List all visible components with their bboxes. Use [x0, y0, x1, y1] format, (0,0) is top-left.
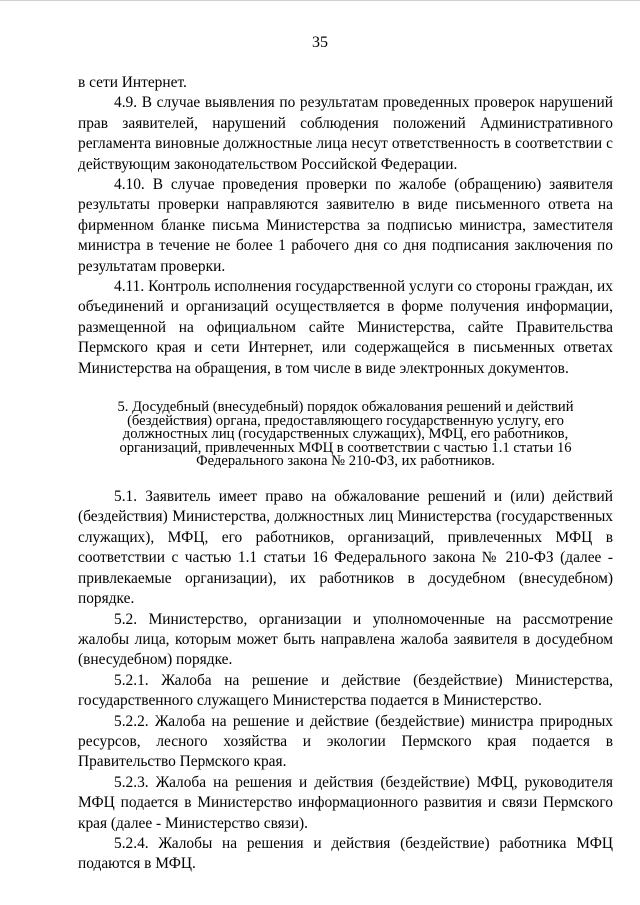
paragraph-5-2-3: 5.2.3. Жалоба на решения и действия (бездействие) МФЦ, руководителя МФЦ подается в Министерство информационного развития и связи Пермского края (далее - Министерство связи).: [78, 773, 613, 832]
paragraph-continuation: в сети Интернет.: [78, 74, 187, 91]
paragraph-4-11: 4.11. Контроль исполнения государственной услуги со стороны граждан, их объединений и организаций осуществляется в форме получения информации, размещенной на официальном сайте Министерства, сайте Правительства Пермского края и сети Интернет, или содержащейся в письменных ответах Министерства на обращения, в том числе в виде электронных документов.: [78, 278, 613, 377]
page-body: [78, 73, 613, 875]
paragraph-5-2-2: 5.2.2. Жалоба на решение и действие (бездействие) министра природных ресурсов, лесного хозяйства и экологии Пермского края подается в Правительство Пермского края.: [78, 712, 613, 771]
page-top-edge: [0, 0, 640, 1]
paragraph-4-10: 4.10. В случае проведения проверки по жалобе (обращению) заявителя результаты проверки направляются заявителю в виде письменного ответа на фирменном бланке письма Министерства за подписью министра, заместителя министра в течение не более 1 рабочего дня со дня подписания заключения по результатам проверки.: [78, 176, 613, 275]
page-number: 35: [312, 34, 328, 51]
paragraph-5-2: 5.2. Министерство, организации и уполномоченные на рассмотрение жалобы лица, которым может быть направлена жалоба заявителя в досудебном (внесудебном) порядке.: [78, 610, 613, 669]
paragraph-5-2-1: 5.2.1. Жалоба на решение и действие (бездействие) Министерства, государственного служащего Министерства подается в Министерство.: [78, 671, 613, 710]
section-5-heading: 5. Досудебный (внесудебный) порядок обжалования решений и действий (бездействия) органа, предоставляющего государственную услугу, его должностных лиц (государственных служащих), МФЦ, его работников, организаций, привлеченных МФЦ в соответствии с частью 1.1 статьи 16 Федерального закона № 210-ФЗ, их работников.: [117, 399, 574, 470]
paragraph-5-1: 5.1. Заявитель имеет право на обжалование решений и (или) действий (бездействия) Министерства, должностных лиц Министерства (государственных служащих), МФЦ, его работников, организаций, привлеченных МФЦ в соответствии с частью 1.1 статьи 16 Федерального закона № 210-ФЗ (далее - привлекаемые организации), их работников в досудебном (внесудебном) порядке.: [78, 488, 613, 608]
paragraph-4-9: 4.9. В случае выявления по результатам проведенных проверок нарушений прав заявителей, нарушений соблюдения положений Административного регламента виновные должностные лица несут ответственность в соответствии с действующим законодательством Российской Федерации.: [78, 94, 613, 173]
paragraph-5-2-4: 5.2.4. Жалобы на решения и действия (бездействие) работника МФЦ подаются в МФЦ.: [78, 834, 613, 873]
